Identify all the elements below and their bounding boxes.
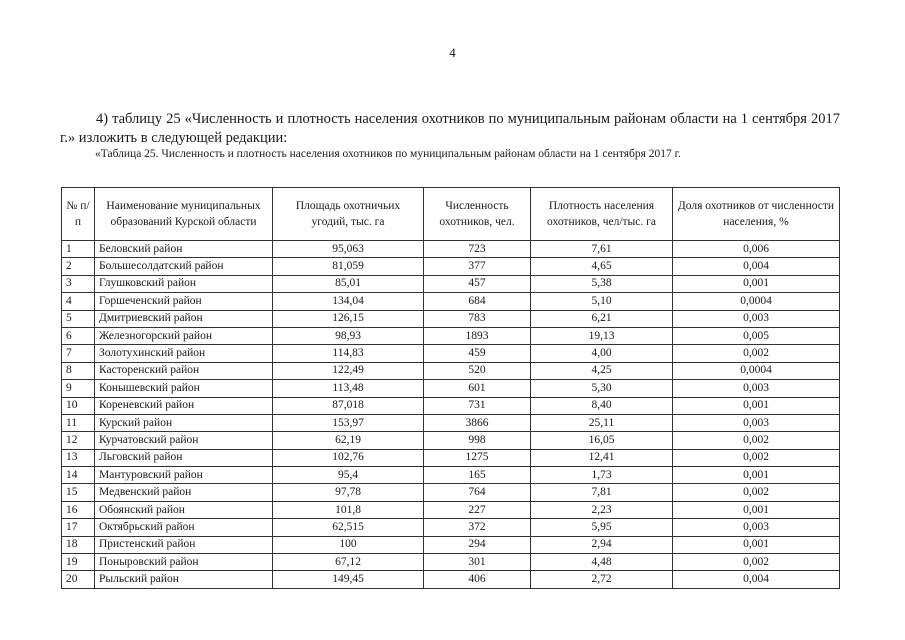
cell-number: 16 (62, 501, 95, 518)
cell-area: 62,515 (273, 519, 424, 536)
table-row (62, 414, 840, 431)
cell-municipality: Поныровский район (95, 554, 273, 571)
cell-number: 2 (62, 258, 95, 275)
table-row (62, 519, 840, 536)
cell-share: 0,006 (673, 241, 840, 258)
cell-number: 10 (62, 397, 95, 414)
cell-share: 0,002 (673, 449, 840, 466)
cell-hunters-count: 301 (424, 554, 531, 571)
intro-paragraph: 4) таблицу 25 «Численность и плотность населения охотников по муниципальным районам области на 1 сентября 2017 г.» изложить в следующей редакции: (60, 110, 840, 146)
cell-share: 0,0004 (673, 293, 840, 310)
cell-area: 97,78 (273, 484, 424, 501)
table-row (62, 258, 840, 275)
table-row (62, 501, 840, 518)
table-row (62, 571, 840, 588)
cell-hunters-count: 227 (424, 501, 531, 518)
cell-share: 0,001 (673, 275, 840, 292)
cell-density: 6,21 (531, 310, 673, 327)
table-row (62, 327, 840, 344)
cell-share: 0,003 (673, 414, 840, 431)
cell-municipality: Железногорский район (95, 327, 273, 344)
cell-area: 98,93 (273, 327, 424, 344)
cell-share: 0,003 (673, 380, 840, 397)
table-row (62, 536, 840, 553)
cell-density: 4,00 (531, 345, 673, 362)
cell-share: 0,004 (673, 258, 840, 275)
cell-share: 0,002 (673, 484, 840, 501)
cell-density: 2,23 (531, 501, 673, 518)
table-body (62, 241, 840, 589)
table-row (62, 397, 840, 414)
cell-number: 3 (62, 275, 95, 292)
cell-municipality: Горшеченский район (95, 293, 273, 310)
cell-number: 20 (62, 571, 95, 588)
cell-number: 15 (62, 484, 95, 501)
cell-area: 113,48 (273, 380, 424, 397)
cell-number: 7 (62, 345, 95, 362)
cell-area: 114,83 (273, 345, 424, 362)
header-hunters-count: Численность охотников, чел. (424, 188, 531, 241)
cell-hunters-count: 1275 (424, 449, 531, 466)
cell-hunters-count: 459 (424, 345, 531, 362)
table-row (62, 554, 840, 571)
cell-hunters-count: 406 (424, 571, 531, 588)
cell-hunters-count: 998 (424, 432, 531, 449)
cell-hunters-count: 3866 (424, 414, 531, 431)
table-row (62, 362, 840, 379)
table-row (62, 432, 840, 449)
table-header-row (62, 188, 840, 241)
cell-density: 7,61 (531, 241, 673, 258)
cell-number: 1 (62, 241, 95, 258)
table-row (62, 275, 840, 292)
cell-number: 8 (62, 362, 95, 379)
cell-hunters-count: 165 (424, 467, 531, 484)
cell-density: 5,95 (531, 519, 673, 536)
cell-density: 5,38 (531, 275, 673, 292)
table-row (62, 380, 840, 397)
cell-density: 5,30 (531, 380, 673, 397)
cell-area: 62,19 (273, 432, 424, 449)
cell-density: 8,40 (531, 397, 673, 414)
cell-area: 149,45 (273, 571, 424, 588)
cell-hunters-count: 684 (424, 293, 531, 310)
cell-share: 0,004 (673, 571, 840, 588)
cell-municipality: Большесолдатский район (95, 258, 273, 275)
cell-share: 0,003 (673, 310, 840, 327)
cell-number: 19 (62, 554, 95, 571)
cell-municipality: Пристенский район (95, 536, 273, 553)
cell-area: 153,97 (273, 414, 424, 431)
cell-hunters-count: 294 (424, 536, 531, 553)
cell-density: 7,81 (531, 484, 673, 501)
cell-share: 0,001 (673, 536, 840, 553)
cell-municipality: Глушковский район (95, 275, 273, 292)
cell-municipality: Золотухинский район (95, 345, 273, 362)
cell-area: 134,04 (273, 293, 424, 310)
cell-municipality: Октябрьский район (95, 519, 273, 536)
cell-density: 4,48 (531, 554, 673, 571)
cell-number: 6 (62, 327, 95, 344)
cell-density: 12,41 (531, 449, 673, 466)
cell-density: 1,73 (531, 467, 673, 484)
cell-municipality: Дмитриевский район (95, 310, 273, 327)
cell-share: 0,005 (673, 327, 840, 344)
cell-area: 87,018 (273, 397, 424, 414)
cell-hunters-count: 1893 (424, 327, 531, 344)
cell-municipality: Касторенский район (95, 362, 273, 379)
cell-municipality: Обоянский район (95, 501, 273, 518)
table-row (62, 345, 840, 362)
cell-number: 9 (62, 380, 95, 397)
cell-hunters-count: 783 (424, 310, 531, 327)
hunters-density-table (61, 187, 840, 589)
cell-area: 101,8 (273, 501, 424, 518)
cell-number: 12 (62, 432, 95, 449)
cell-area: 81,059 (273, 258, 424, 275)
table-row (62, 484, 840, 501)
cell-area: 67,12 (273, 554, 424, 571)
table-row (62, 449, 840, 466)
cell-share: 0,001 (673, 501, 840, 518)
cell-municipality: Конышевский район (95, 380, 273, 397)
cell-density: 4,65 (531, 258, 673, 275)
cell-municipality: Мантуровский район (95, 467, 273, 484)
cell-share: 0,002 (673, 432, 840, 449)
cell-share: 0,001 (673, 397, 840, 414)
cell-share: 0,002 (673, 554, 840, 571)
cell-hunters-count: 601 (424, 380, 531, 397)
cell-hunters-count: 372 (424, 519, 531, 536)
cell-hunters-count: 764 (424, 484, 531, 501)
table-row (62, 467, 840, 484)
table-row (62, 293, 840, 310)
cell-number: 5 (62, 310, 95, 327)
cell-density: 4,25 (531, 362, 673, 379)
cell-area: 102,76 (273, 449, 424, 466)
cell-municipality: Кореневский район (95, 397, 273, 414)
cell-municipality: Курчатовский район (95, 432, 273, 449)
cell-density: 5,10 (531, 293, 673, 310)
cell-share: 0,001 (673, 467, 840, 484)
cell-municipality: Беловский район (95, 241, 273, 258)
header-number: № п/п (62, 188, 95, 241)
cell-area: 95,063 (273, 241, 424, 258)
cell-number: 13 (62, 449, 95, 466)
header-density: Плотность населения охотников, чел/тыс. га (531, 188, 673, 241)
cell-number: 4 (62, 293, 95, 310)
cell-area: 122,49 (273, 362, 424, 379)
cell-number: 17 (62, 519, 95, 536)
cell-hunters-count: 723 (424, 241, 531, 258)
cell-area: 100 (273, 536, 424, 553)
cell-share: 0,003 (673, 519, 840, 536)
table-caption: «Таблица 25. Численность и плотность населения охотников по муниципальным районам области на 1 сентября 2017 г. (95, 148, 681, 160)
cell-share: 0,002 (673, 345, 840, 362)
cell-number: 18 (62, 536, 95, 553)
cell-density: 19,13 (531, 327, 673, 344)
table-row (62, 310, 840, 327)
header-area: Площадь охотничьих угодий, тыс. га (273, 188, 424, 241)
cell-area: 126,15 (273, 310, 424, 327)
cell-density: 25,11 (531, 414, 673, 431)
table-row (62, 241, 840, 258)
cell-municipality: Льговский район (95, 449, 273, 466)
cell-municipality: Курский район (95, 414, 273, 431)
cell-municipality: Рыльский район (95, 571, 273, 588)
cell-hunters-count: 377 (424, 258, 531, 275)
header-share: Доля охотников от численности населения, % (673, 188, 840, 241)
cell-density: 16,05 (531, 432, 673, 449)
cell-hunters-count: 731 (424, 397, 531, 414)
cell-area: 95,4 (273, 467, 424, 484)
page-number: 4 (449, 45, 456, 60)
cell-number: 14 (62, 467, 95, 484)
cell-share: 0,0004 (673, 362, 840, 379)
cell-density: 2,94 (531, 536, 673, 553)
cell-area: 85,01 (273, 275, 424, 292)
header-municipality: Наименование муниципальных образований Курской области (95, 188, 273, 241)
cell-density: 2,72 (531, 571, 673, 588)
cell-hunters-count: 457 (424, 275, 531, 292)
cell-number: 11 (62, 414, 95, 431)
cell-hunters-count: 520 (424, 362, 531, 379)
cell-municipality: Медвенский район (95, 484, 273, 501)
